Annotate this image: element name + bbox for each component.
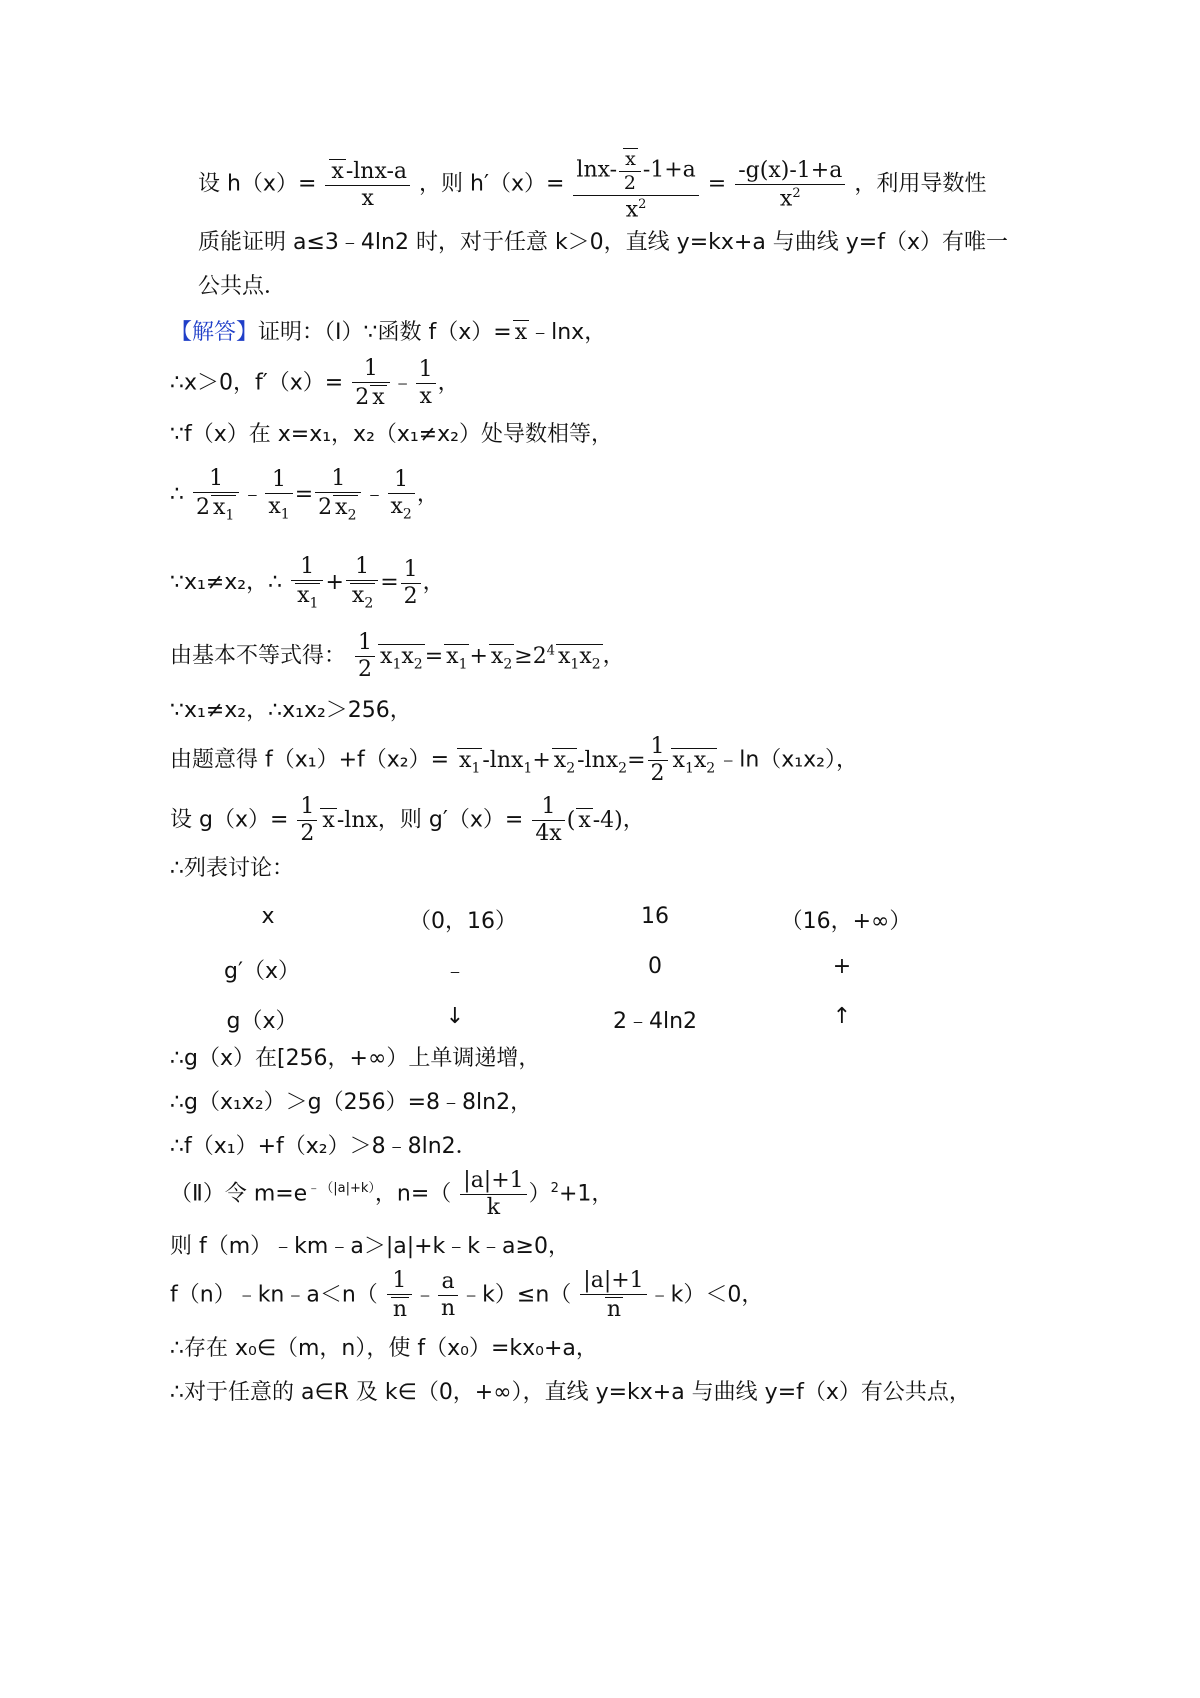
line-21: ∴对于任意的 a∈R 及 k∈（0，+∞），直线 y=kx+a 与曲线 y=f（x）有公共点， <box>170 1380 971 1405</box>
text: 由基本不等式得： <box>170 643 347 669</box>
text: ，利用导数性 <box>854 171 987 197</box>
text: 设 g（x）= <box>170 807 289 833</box>
line-14: ∴g（x）在[256，+∞）上单调递增， <box>170 1046 541 1071</box>
line-9: 由基本不等式得： $\frac{1}{2}$ $x_1x_2= x_1+ x_2\ge 2^4$ $x_1x_2$， <box>170 630 625 682</box>
line-8: ∵x₁≠x₂，∴ $\frac{1}{x_1}$ + $\frac{1}{x_2}$ = $\frac{1}{2}$ ， <box>170 554 445 612</box>
table-cell: g′（x） <box>224 959 300 984</box>
line-19: f（n）﹣kn﹣a＜n（ $\frac{1}{n}$ ﹣ $\frac{a}{n}$ ﹣k）≤n（ $\frac{|a|+1}{n}$ ﹣k）＜0， <box>170 1268 764 1322</box>
text: ∵x₁≠x₂，∴ <box>170 570 283 596</box>
text: 设 h（x）= <box>198 171 317 197</box>
table-cell: （16，+∞） <box>780 909 912 934</box>
line-20: ∴存在 x₀∈（m，n），使 f（x₀）=kx₀+a， <box>170 1336 598 1361</box>
table-cell: 0 <box>648 954 662 979</box>
table-cell: ﹣ <box>443 959 467 984</box>
text: ﹣ln（x₁x₂）， <box>717 747 858 773</box>
line-5: ∴x＞0，f′（x）= $\frac{1}{2 x}$ ﹣ $\frac{1}{x}$ ， <box>170 356 460 410</box>
text: ﹣k）＜0， <box>648 1282 764 1308</box>
table-cell: 16 <box>641 904 669 929</box>
text: +1， <box>558 1181 614 1207</box>
line-15: ∴g（x₁x₂）＞g（256）=8﹣8ln2， <box>170 1090 533 1115</box>
table-cell: g（x） <box>226 1009 298 1034</box>
line-3: 公共点． <box>198 274 287 299</box>
table-cell: ↓ <box>445 1004 465 1029</box>
table-cell: + <box>832 954 852 979</box>
line-2: 质能证明 a≤3﹣4ln2 时，对于任意 k＞0，直线 y=kx+a 与曲线 y=f（x）有唯一 <box>198 230 1009 255</box>
table-cell: x <box>261 904 275 929</box>
line-12: 设 g（x）= $\frac{1}{2}$ x-lnx，则 g′（x）= $\frac{1}{4x}$ ( x-4)， <box>170 794 645 846</box>
table-cell: 2﹣4ln2 <box>612 1009 698 1034</box>
line-h-definition: 设 h（x）= $\frac{x-\ln x-a}{x}$ ，则 h′（x）= lnx- $\frac{x}{2}$ -1+a $x^2$ = $\frac{-g(x)-1+a}{x^2}$ ，利用导数性 <box>198 148 987 223</box>
text: ，n=（ <box>374 1181 452 1207</box>
formula-h: $\frac{x-\ln x-a}{x}$ <box>325 159 410 210</box>
text: 证明：（Ⅰ）∵函数 f（x）= <box>258 320 512 345</box>
text: ，则 g′（x）= <box>377 807 524 833</box>
text: ﹣（|a|+k） <box>307 1181 375 1197</box>
text: 由题意得 f（x₁）+f（x₂）= <box>170 747 450 773</box>
text: ，则 h′（x）= <box>419 171 565 197</box>
text: ） <box>528 1181 551 1207</box>
line-10: ∵x₁≠x₂，∴x₁x₂＞256， <box>170 698 412 723</box>
line-18: 则 f（m）﹣km﹣a＞|a|+k﹣k﹣a≥0， <box>170 1234 570 1259</box>
line-17: （Ⅱ）令 $m=e^{﹣(|a|+k)}$，n=（ $\frac{|a|+1}{k}$ ）$^2$+1， <box>170 1168 614 1220</box>
formula-h-prime-2: $\frac{-g(x)-1+a}{x^2}$ <box>735 160 845 210</box>
text: f（n）﹣kn﹣a＜n（ <box>170 1282 378 1308</box>
line-11: 由题意得 $f(x_1)+f(x_2)= x_1-\ln x_1+ x_2-\ln x_2=$ $\frac{1}{2}$ $x_1x_2﹣\ln(x_1x_2)$， <box>170 734 858 786</box>
text: （Ⅱ）令 m=e <box>170 1181 308 1207</box>
table-cell: （0，16） <box>409 909 517 934</box>
table-cell: ↑ <box>832 1004 852 1029</box>
line-16: ∴f（x₁）+f（x₂）＞8﹣8ln2． <box>170 1134 478 1159</box>
answer-tag: 【解答】 <box>170 320 259 345</box>
line-7: ∴ $\frac{1}{2 x_1}$ ﹣ $\frac{1}{x_1}$ = $\frac{1}{2 x_2}$ ﹣ $\frac{1}{x_2}$ ， <box>170 466 439 524</box>
line-13: ∴列表讨论： <box>170 856 294 881</box>
formula-h-prime: lnx- $\frac{x}{2}$ -1+a $x^2$ <box>573 148 698 221</box>
text: ∴x＞0，f′（x）= <box>170 370 344 396</box>
line-6: ∵f（x）在 x=x₁，x₂（x₁≠x₂）处导数相等， <box>170 422 613 447</box>
text: ﹣lnx， <box>529 320 607 345</box>
sign-table <box>0 904 1200 1044</box>
text: ﹣k）≤n（ <box>460 1282 572 1308</box>
line-4: 【解答】证明：（Ⅰ）∵函数 f（x）= x﹣lnx， <box>170 320 607 345</box>
